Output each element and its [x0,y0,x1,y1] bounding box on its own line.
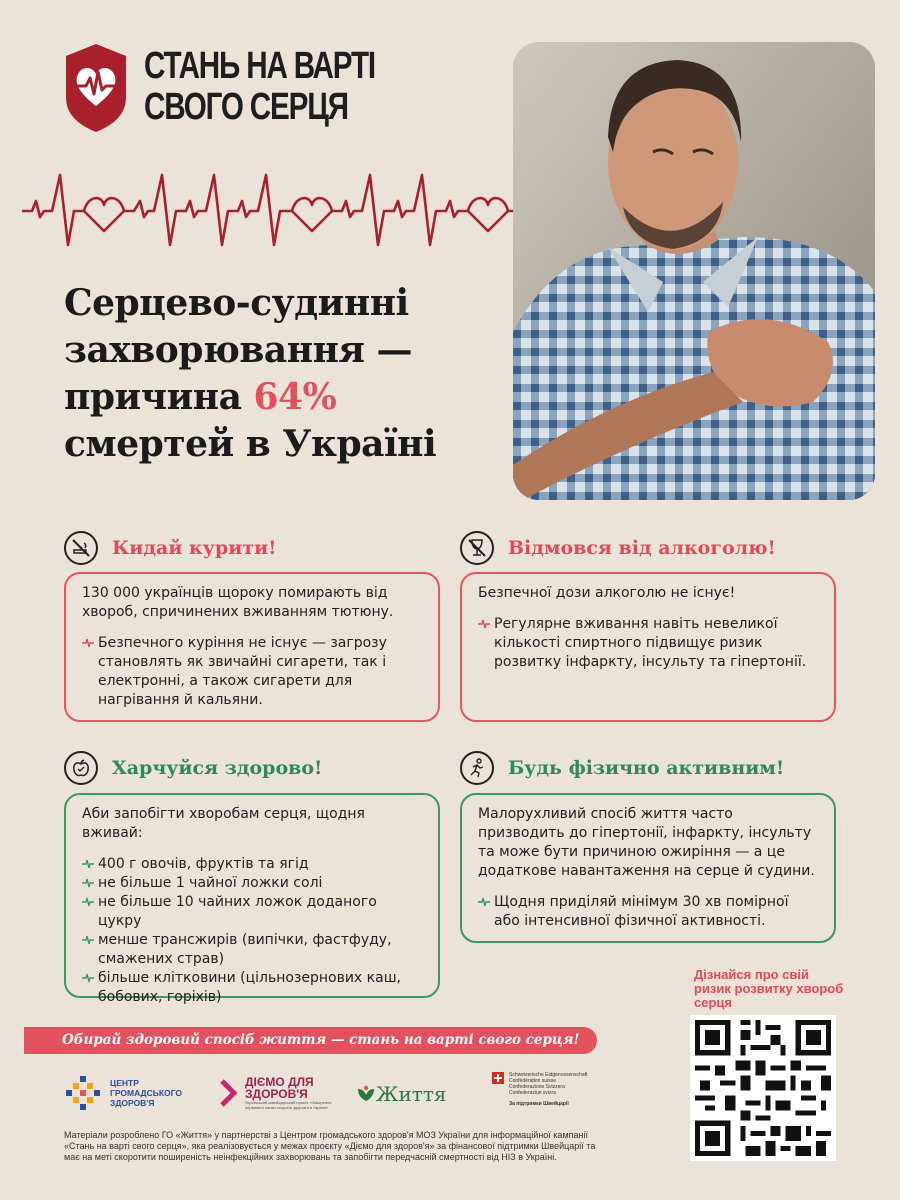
pulse-bullet-icon [82,638,94,648]
qr-caption: Дізнайся про свій ризик розвитку хвороб серця [694,967,844,1010]
section-food-header [64,751,322,785]
section-alcohol-title: Відмовся від алкоголю! [508,537,776,559]
smoking-bullet-1: Безпечного куріння не існує — загрозу становлять як звичайні сигарети, так і електронні, а також сигарети для нагрівання й кальяни. [98,635,387,708]
alcohol-intro: Безпечної дози алкоголю не існує! [478,585,736,601]
section-food-card [64,793,440,1005]
partner-swiss-confederation [492,1072,587,1107]
pulse-bullet-icon [478,897,490,907]
photo-man-chest-pain [513,42,875,500]
p4-line3: Confederazione Svizzera [509,1084,565,1090]
smoking-intro: 130 000 українців щороку помирають від хвороб, спричинених вживанням тютюну. [82,585,394,620]
heart-shield-icon [64,42,128,134]
slogan-banner: Обирай здоровий спосіб життя — стань на варті свого серця! [24,1027,597,1054]
main-headline [64,280,484,468]
partner-public-health-center [64,1074,182,1112]
headline-percent: 64% [253,376,337,418]
photo-illustration [513,42,875,500]
food-bullet-3: не більше 10 чайних ложок доданого цукру [98,894,377,929]
section-alcohol-card [460,572,836,722]
food-bullet-4: менше трансжирів (випічки, фастфуду, смажених страв) [98,932,392,967]
p4-line1: Schweizerische Eidgenossenschaft [509,1072,588,1078]
p3-name: Життя [376,1082,447,1106]
footer-disclaimer: Матеріали розроблено ГО «Життя» у партнерстві з Центром громадського здоров'я МОЗ України для інформаційної кампанії «Стань на варті свого серця», яка реалізовується у межах проєкту «Діємо для здоров'я» за фінансової підтримки Швейцарії та має на меті скоротити поширеність неінфекційних захворювань та запобігти передчасній смертності від НІЗ в Україні. [64,1130,596,1162]
headline-line-3-prefix: причина [64,376,254,418]
section-activity-card [460,793,836,943]
list-item [82,969,422,1007]
p2-title2: ЗДОРОВ'Я [245,1087,308,1101]
pulse-bullet-icon [82,935,94,945]
leaf-logo-icon [356,1085,376,1103]
pulse-bullet-icon [82,859,94,869]
headline-line-3 [64,374,484,421]
section-smoking-header [64,531,277,565]
no-smoking-icon [64,531,98,565]
no-alcohol-icon [460,531,494,565]
swiss-flag-icon [492,1072,504,1084]
qr-code-icon[interactable] [690,1015,836,1161]
headline-line-4: смертей в Україні [64,423,437,465]
activity-bullet-1: Щодня приділяй мінімум 30 хв помірної або інтенсивної фізичної активності. [494,894,789,929]
p4-line4: Confederaziun svizra [509,1090,556,1096]
p4-line2: Confédération suisse [509,1078,556,1084]
logo-line-2: СВОГО СЕРЦЯ [144,86,348,128]
section-smoking-title: Кидай курити! [112,537,277,559]
list-item [82,634,422,710]
food-bullet-1: 400 г овочів, фруктів та ягід [98,856,309,872]
heartbeat-line-icon [22,165,517,255]
p2-title1: ДІЄМО ДЛЯ [245,1075,314,1089]
list-item [82,893,422,931]
headline-line-1: Серцево-судинні [64,282,409,324]
campaign-logo [64,42,440,134]
logo-title [144,46,375,128]
list-item [478,893,818,931]
pulse-bullet-icon [82,878,94,888]
section-smoking-card [64,572,440,722]
p2-sub: Український-швейцарський проєкт «Зміцнення первинної ланки охорони здоров'я в Україні» [245,1100,332,1110]
food-bullet-5: більше клітковини (цільнозернових каш, бобових, горіхів) [98,970,401,1005]
food-bullet-2: не більше 1 чайної ложки солі [98,875,323,891]
list-item [82,931,422,969]
pulse-bullet-icon [82,973,94,983]
pulse-bullet-icon [478,619,490,629]
p4-sub: За підтримки Швейцарії [509,1101,569,1107]
apple-icon [64,751,98,785]
section-food-title: Харчуйся здорово! [112,757,323,779]
list-item [82,874,422,893]
food-intro: Аби запобігти хворобам серця, щодня вживай: [82,806,365,841]
p1-line1: ЦЕНТР [110,1078,139,1088]
list-item [82,855,422,874]
list-item [478,615,818,672]
pulse-bullet-icon [82,897,94,907]
partner-logos [64,1070,624,1120]
section-activity-header [460,751,784,785]
headline-line-2: захворювання — [64,329,413,371]
section-activity-title: Будь фізично активним! [508,757,785,779]
p1-line3: ЗДОРОВ'Я [110,1098,155,1108]
activity-intro: Малорухливий спосіб життя часто призводить до гіпертонії, інфаркту, інсульту та може бути причиною ожиріння — а це додаткове навантаження на серце й судини. [478,806,815,879]
running-person-icon [460,751,494,785]
section-alcohol-header [460,531,776,565]
alcohol-bullet-1: Регулярне вживання навіть невеликої кількості спиртного підвищує ризик розвитку інфаркту, інсульту та гіпертонії. [494,616,807,670]
chevron-logo-icon [219,1078,241,1108]
partner-zhyttia [356,1082,447,1106]
public-health-center-logo-icon [64,1074,102,1112]
logo-line-1: СТАНЬ НА ВАРТІ [144,45,375,87]
partner-diemo-dlya-zdorovia [219,1076,345,1110]
p1-line2: ГРОМАДСЬКОГО [110,1088,182,1098]
